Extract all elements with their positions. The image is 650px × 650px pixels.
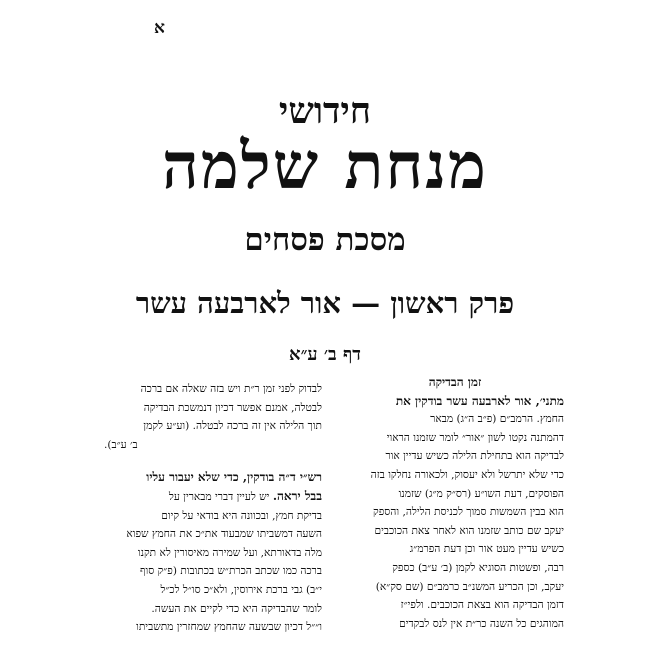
text-line: המוהגים כל השנה כר״ת אין לנס לבקדים xyxy=(399,617,564,630)
text-line: מתני׳, אור לארבעה עשר בודקין את xyxy=(395,393,564,408)
text-line: לבטלה, אמנם אפשר דכיון דנמשכת הבדיקה xyxy=(143,401,322,414)
section-heading: זמן הבדיקה xyxy=(428,375,482,389)
text-line: רבה, ופשטות הסוגיא לקמן (ב׳ ע״ב) כספק xyxy=(392,561,564,574)
text-line: רש״י ד״ה בודקין, כדי שלא יעבור עליו xyxy=(146,470,322,485)
text-line: דזמן הבדיקה הוא בצאת הכוכבים. ולפי״ז xyxy=(400,599,564,612)
tractate-title: מסכת פסחים xyxy=(244,222,406,258)
text-line xyxy=(104,487,322,507)
text-line: הוא בבין השמשות סמוך לכניסת הלילה, והספק xyxy=(373,506,564,519)
text-line: מלה בדאורתא, ועל שמירה מאיסורין לא תקנו xyxy=(137,546,322,559)
text-line: ו״״ל דכיון שבשעה שהחמץ שמחזרין מתשביתו xyxy=(136,621,322,634)
text-line: כשיש עדיין מעט אור וכן דעת הפרמ״ג xyxy=(409,543,564,556)
chapter-title: פרק ראשון — אור לארבעה עשר xyxy=(135,286,515,320)
text-line: לבדוק לפני זמן ר״ת ויש בזה שאלה אם ברכה xyxy=(140,383,322,395)
text-line: יעקב שם כותב שזמנו הוא לאחר צאת הכוכבים xyxy=(374,524,564,537)
bold-span: בבל יראה. xyxy=(272,488,322,503)
text-line: תוך הלילה אין זה ברכה לבטלה. (וע״ע לקמן xyxy=(143,420,322,433)
text-line: ברכה כמו שכתב הכרת״ש בכתובות (פ״ק סוף xyxy=(140,565,322,578)
text-line: השעה דמשביתו שמבעוד את״כ את החמץ שפוא xyxy=(126,528,322,541)
text-line: לומר שהבדיקה היא כדי לקיים את העשה. xyxy=(151,602,322,615)
text-line: דהמתנה נקטו לשון ״אור״ לומר שזמנו הראוי xyxy=(386,431,564,444)
book-title-line1: חידושי xyxy=(278,90,372,132)
daf-heading: דף ב׳ ע״א xyxy=(289,344,361,365)
text-line: ב׳ ע״ב). xyxy=(104,438,138,451)
text-line: הפוסקים, דעת השו״ע (רס״ק מ״ג) שזמנו xyxy=(398,487,564,500)
text-line: יעקב, וכן הכריע המשנ״ב כרמב״ם (שם סק״א) xyxy=(375,580,564,593)
left-column xyxy=(104,373,322,637)
text-line: בדיקת חמץ, ובכוונה היא בודאי על קיום xyxy=(161,509,322,522)
text-line: כדי שלא יתרשל ולא יעסוק, ולכאורה נחלקו בזה xyxy=(370,468,564,481)
right-column xyxy=(346,373,564,633)
book-title-main: מנחת שלמה xyxy=(162,129,488,204)
page-number: א xyxy=(154,18,165,38)
text-line: י״ב) גבי ברכת אירוסין, ולא״כ סו״ל לכ״ל xyxy=(160,583,322,596)
text-span: יש לעיין דברי מבארין על xyxy=(168,490,270,503)
text-line: לבדיקה הוא בתחילת הלילה כשיש עדיין אור xyxy=(385,450,564,463)
text-line: החמץ. הרמב״ם (פ״ב ה״ג) מבאר xyxy=(430,413,564,426)
